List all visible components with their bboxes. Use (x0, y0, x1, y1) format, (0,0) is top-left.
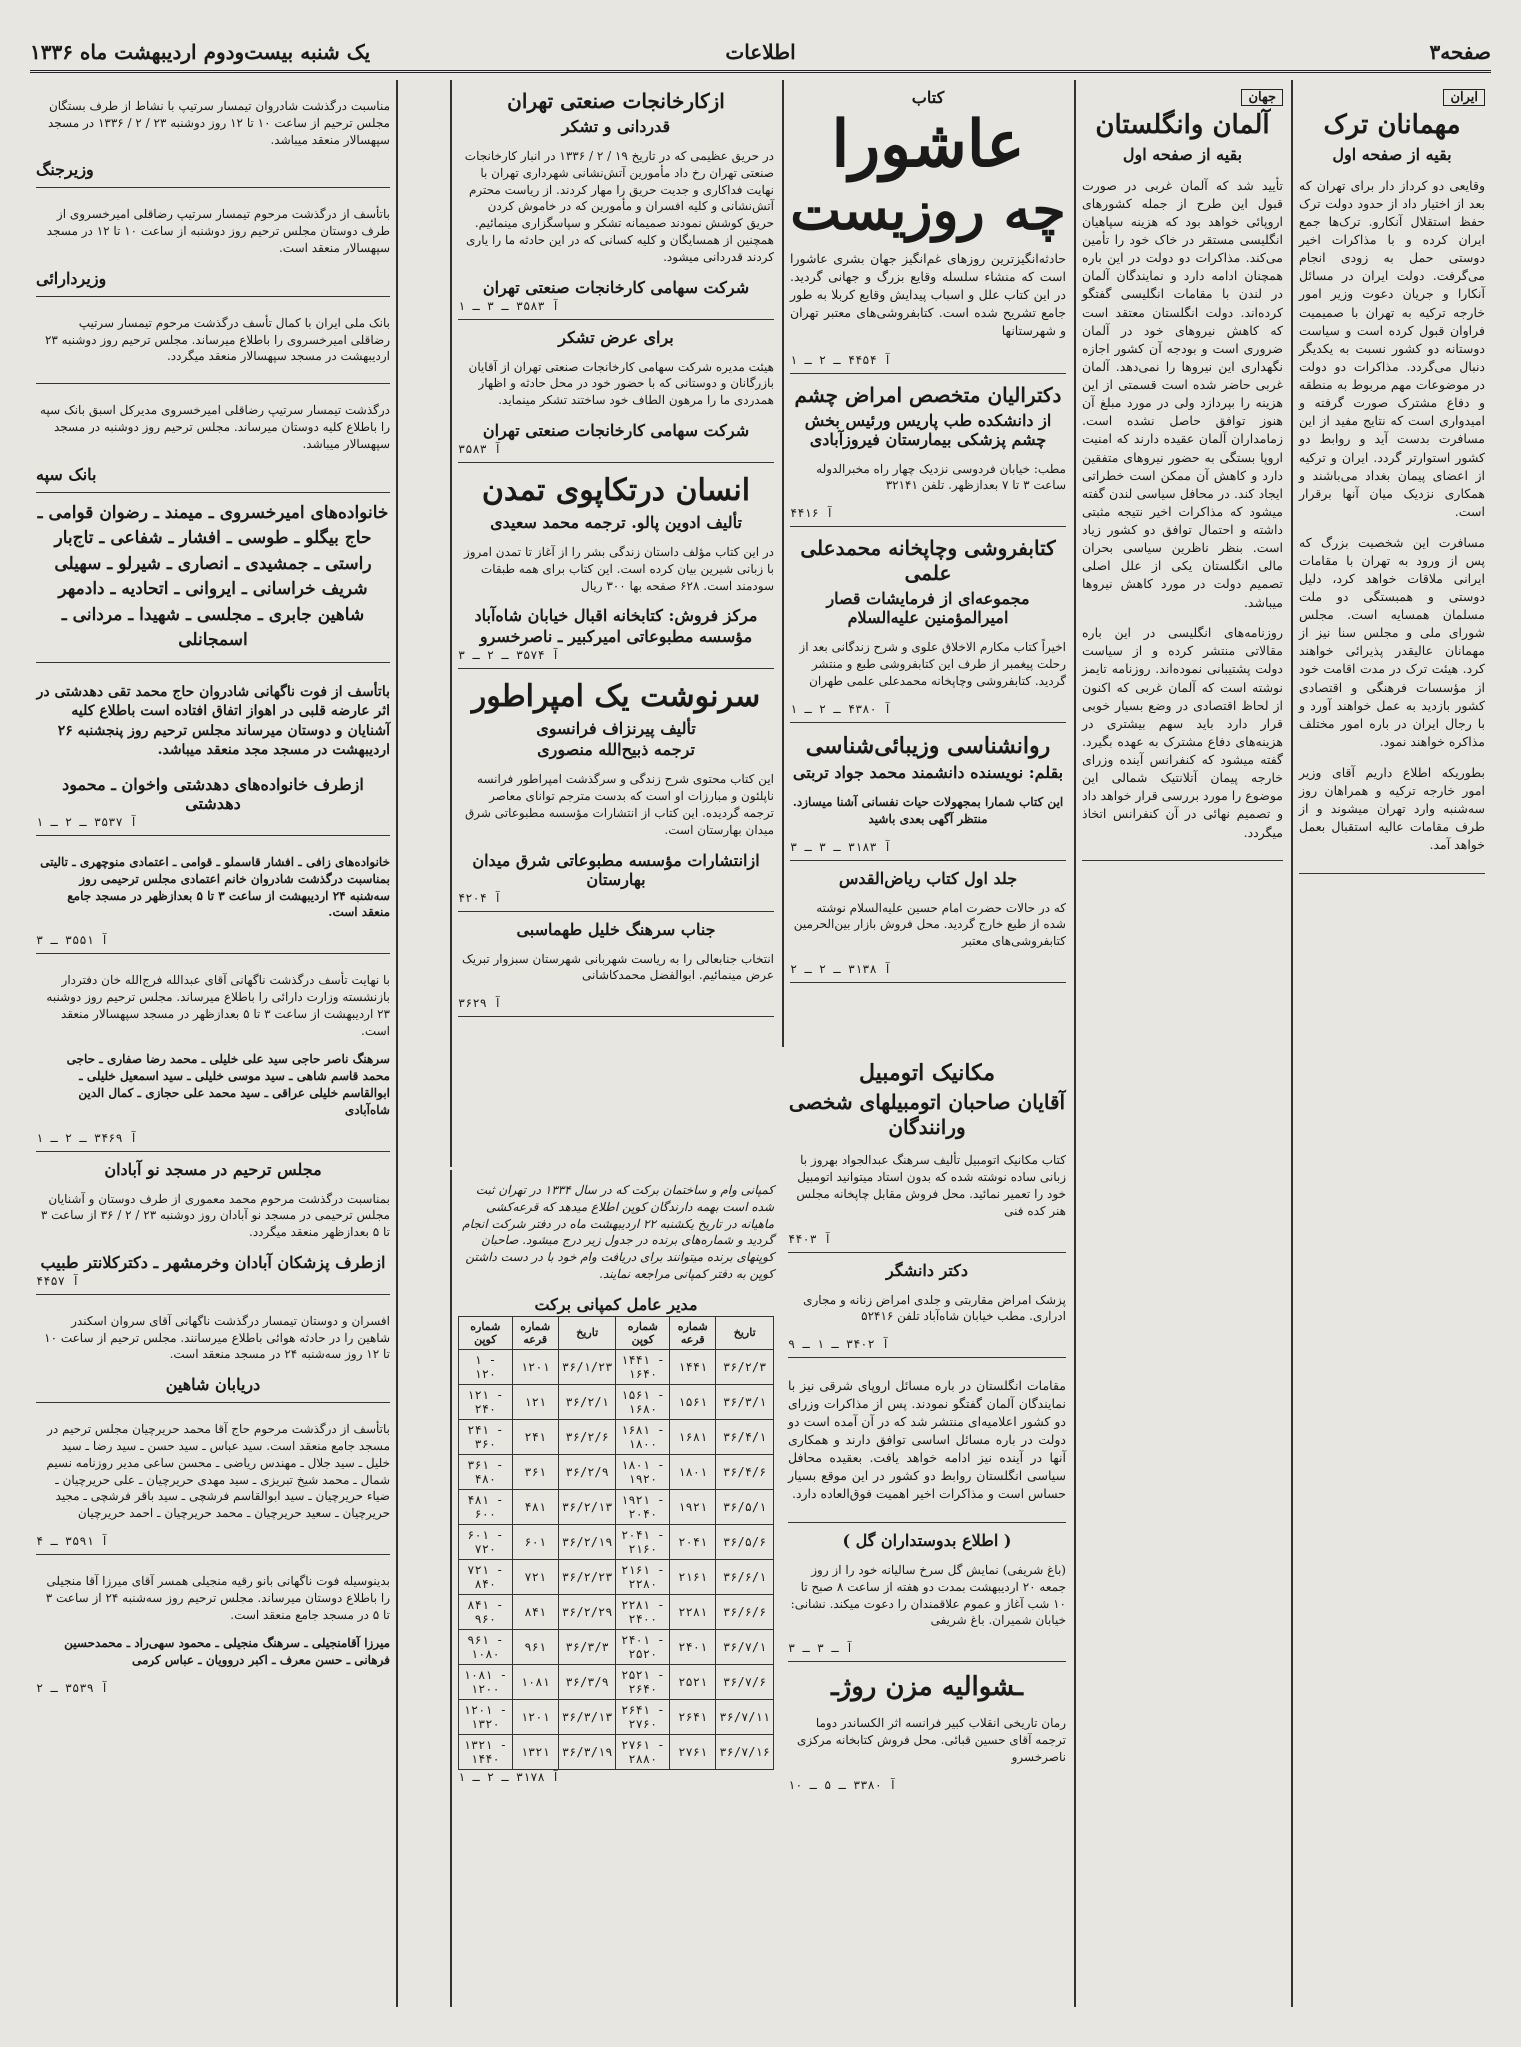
table-cell: ۳۶/۳/۱۹ (558, 1734, 616, 1769)
ad-factory-thanks (458, 80, 774, 320)
table-header: شماره کوپن (459, 1316, 513, 1349)
obituary (36, 1152, 390, 1295)
table-header: تاریخ (558, 1316, 616, 1349)
ad-label: کتاب (911, 88, 945, 107)
table-row (459, 1384, 774, 1419)
table-cell: ۲۵۲۱ (670, 1664, 716, 1699)
ad-doctor-2 (788, 1253, 1066, 1359)
table-cell: ۱ - ۱۲۰ (459, 1349, 513, 1384)
ad-ref: آ ۳۵۹۱ ـ ۴ (36, 1534, 109, 1549)
obituary-text: افسران و دوستان تیمسار درگذشت ناگهانی آقای سروان اسکندر شاهین را در حادثه هوائی باطلاع میرسانند. مجلس ترحیم از ساعت ۱۰ تا ۱۲ روز سه‌شنبه ۲۴ در مسجد منعقد است. (44, 1313, 390, 1362)
table-cell: ۱۶۸۱ (670, 1419, 716, 1454)
newspaper-name: اطلاعات (725, 40, 796, 64)
table-cell: ۲۱۶۱ (670, 1559, 716, 1594)
issue-date: یک شنبه بیست‌ودوم اردیبهشت ماه ۱۳۳۶ (30, 40, 371, 64)
ad-title: ـشوالیه مزن روژـ (831, 1672, 1023, 1703)
table-cell: ۳۶/۷/۱ (716, 1629, 774, 1664)
ad-riyadh (790, 861, 1066, 983)
ad-publisher: مرکز فروش: کتابخانه اقبال خیابان شاه‌آباد (474, 606, 758, 626)
column-ads-center (782, 80, 1072, 1047)
article-body: وقایعی دو کرداز دار برای تهران که بعد از اختیار داد از حدود دولت ترک حفظ استقلال آنکارو. ترک‌ها جمع ایران کرده و با مذاکرات اخیر دوستی حمل به زودی انجام می‌گرفت. دولت ایران در مسائل آنکارا و جریان دعوت وزیر امور خارجه ترکیه به تهران با صمیمیت فراوان قبول کرده است و سیاست دوستانه دو کشور نسبت به یکدیگر دنبال می‌گردد. مذاکرات دو دولت در موضوعات مهم مربوط به منطقه و دفاع مشترک صورت گرفته و امیدواری است که نتایج مفید از این مسافرت بدست آید و روابط دو کشور استوارتر گردد. ایران و ترکیه از اعضای پیمان بغداد می‌باشند و همکاری نزدیک میان آنها برقرار است. (1299, 177, 1485, 519)
ad-title: کتابفروشی وچاپخانه محمدعلی علمی (800, 536, 1056, 586)
table-cell: ۸۴۱ (512, 1594, 558, 1629)
table-cell: ۱۰۸۱ - ۱۲۰۰ (459, 1664, 513, 1699)
table-row (459, 1699, 774, 1734)
table-cell: ۱۵۶۱ - ۱۶۸۰ (616, 1384, 670, 1419)
obituary-title: مجلس ترحیم در مسجد نو آبادان (104, 1159, 322, 1179)
table-cell: ۱۲۱ (512, 1384, 558, 1419)
ad-title: روانشناسی وزیبائی‌شناسی (805, 732, 1051, 759)
table-cell: ۲۷۶۱ (670, 1734, 716, 1769)
book-title-sub: چه روزیست (790, 178, 1066, 242)
table-row (459, 1419, 774, 1454)
table-header: شماره قرعه (670, 1316, 716, 1349)
page-number: صفحه۳ (1429, 40, 1491, 64)
ad-text: اخیراً کتاب مکارم الاخلاق علوی و شرح زندگانی بعد از رحلت پیغمبر از طرف این کتابفروشی طبع و منتشر گردید. کتابفروشی وچاپخانه محمدعلی علمی طهران (799, 640, 1066, 688)
ad-text: پزشک امراض مقاربتی و جلدی امراض زنانه و مجاری ادراری. مطب خیابان شاه‌آباد تلفن ۵۲۴۱۶ (803, 1292, 1066, 1324)
table-cell: ۱۲۰۱ - ۱۳۲۰ (459, 1699, 513, 1734)
table-cell: ۸۴۱ - ۹۶۰ (459, 1594, 513, 1629)
ad-publisher: ازانتشارات مؤسسه مطبوعاتی شرق میدان بهارستان (472, 850, 760, 889)
ad-ref: آ ۴۴۵۷ (36, 1273, 80, 1288)
obituary-names: میرزا آقامنجیلی ـ سرهنگ منجیلی ـ محمود سهی‌راد ـ محمدحسین فرهانی ـ حسن معرف ـ اکبر دروویان ـ عباس کرمی (64, 1636, 390, 1668)
table-cell: ۲۰۴۱ (670, 1524, 716, 1559)
ad-subtitle: تألیف ادوین پالو. ترجمه محمد سعیدی (490, 512, 742, 532)
table-cell: ۳۶/۲/۱۹ (558, 1524, 616, 1559)
column-world (1074, 80, 1289, 2007)
table-cell: ۳۶/۶/۶ (716, 1594, 774, 1629)
table-cell: ۳۶/۷/۱۱ (716, 1699, 774, 1734)
table-cell: ۳۶/۲/۲۹ (558, 1594, 616, 1629)
obituary-text: خانواده‌های زافی ـ افشار قاسملو ـ قوامی ـ اعتمادی منوچهری ـ تالیتی بمناسبت درگذشت شادروان خانم اعتمادی مجلس ترحیمی روز سه‌شنبه ۲۴ اردیبهشت از ساعت ۳ تا ۵ بعدازظهر در مسجد جامع منعقد است. (40, 854, 390, 920)
ad-ref: آ ۴۴۵۴ ـ ۲ ـ ۱ (790, 352, 892, 367)
table-row (459, 1734, 774, 1769)
obituary-text: با نهایت تأسف درگذشت ناگهانی آقای عبدالله فرج‌الله خان دفتردار بازنشسته وزارت دارائی را باطلاع میرساند. مجلس ترحیم روز دوشنبه ۲۳ اردیبهشت از ساعت ۳ تا ۵ بعدازظهر در مسجد سپهسالار منعقد است. (46, 973, 390, 1038)
ad-ashura (790, 80, 1066, 374)
table-cell: ۲۲۸۱ - ۲۴۰۰ (616, 1594, 670, 1629)
table-header: شماره قرعه (512, 1316, 558, 1349)
ad-text: این کتاب محتوی شرح زندگی و سرگذشت امپراطور فرانسه ناپلئون و مبارزات او است که بدست مترجم توانای معاصر ترجمه گردیده. این کتاب از انتشارات مؤسسه مطبوعاتی شرق میدان بهارستان است. (464, 772, 774, 837)
obituary-signer: وزیرجنگ (36, 160, 94, 180)
obituary (36, 836, 390, 954)
obituary-text: درگذشت تیمسار سرتیپ رضاقلی امیرخسروی مدیرکل اسبق بانک سپه را باطلاع کلیه دوستان میرساند. مجلس ترحیم روز دوشنبه در مسجد سپهسالار میباشد. (40, 403, 390, 451)
ad-ref: آ ۳۱۳۸ ـ ۲ ـ ۲ (790, 961, 892, 976)
table-cell: ۴۸۱ (512, 1489, 558, 1524)
table-cell: ۱۹۲۱ (670, 1489, 716, 1524)
table-cell: ۳۶/۳/۱ (716, 1384, 774, 1419)
table-cell: ۳۶/۲/۳ (716, 1349, 774, 1384)
obituary-text: باتأسف از فوت ناگهانی شادروان حاج محمد تقی دهدشتی در اثر عارضه قلبی در اهواز اتفاق افتاده است باطلاع کلیه آشنایان و دوستان میرساند مجلس ترحیم روز پنجشنبه ۲۶ اردیبهشت در مسجد مجد منعقد میباشد. (36, 683, 390, 759)
ad-title: سرنوشت یک امپراطور (471, 679, 761, 715)
ad-subtitle: بقلم: نویسنده دانشمند محمد جواد تربتی (792, 763, 1064, 782)
column-iran (1291, 80, 1491, 2007)
table-cell: ۲۷۶۱ - ۲۸۸۰ (616, 1734, 670, 1769)
ad-title: دکتر دانشگر (886, 1260, 968, 1280)
obituary-text: بمناسبت درگذشت مرحوم محمد معموری از طرف دوستان و آشنایان مجلس ترحیمی در مسجد نو آبادان روز دوشنبه ۲۳ / ۲ / ۳۶ از ساعت ۳ تا ۵ بعدازظهر منعقد میگردد. (40, 1191, 390, 1240)
ad-factory-thanks-2 (458, 320, 774, 463)
table-cell: ۳۶/۳/۱۳ (558, 1699, 616, 1734)
table-cell: ۲۴۰۱ (670, 1629, 716, 1664)
table-cell: ۱۶۸۱ - ۱۸۰۰ (616, 1419, 670, 1454)
table-cell: ۱۹۲۱ - ۲۰۴۰ (616, 1489, 670, 1524)
ad-text: رمان تاریخی انقلاب کبیر فرانسه اثر الکساندر دوما ترجمه آقای حسین قبائی. محل فروش کتابخانه مرکزی ناصرخسرو (797, 1716, 1066, 1765)
ad-ref: آ ۴۴۰۳ (788, 1231, 832, 1246)
table-cell: ۲۱۶۱ - ۲۲۸۰ (616, 1559, 670, 1594)
notice-flowers (788, 1523, 1066, 1662)
ad-title: انسان درتکاپوی تمدن (481, 472, 751, 508)
obituary-text: مناسبت درگذشت شادروان تیمسار سرتیپ با نشاط از طرف بستگان مجلس ترحیم از ساعت ۱۰ تا ۱۲ روز دوشنبه ۲۳ / ۲ / ۱۳۳۶ در مسجد سپهسالار منعقد میباشد. (47, 99, 390, 147)
page-header (30, 36, 1491, 73)
ad-title: ازکارخانجات صنعتی تهران (507, 89, 725, 113)
ad-title: برای عرض تشکر (558, 327, 674, 347)
article-title: آلمان وانگلستان (1095, 110, 1270, 140)
table-cell: ۱۲۱ - ۲۴۰ (459, 1384, 513, 1419)
notice-title: ( اطلاع بدوستداران گل ) (842, 1531, 1012, 1551)
table-cell: ۹۶۱ - ۱۰۸۰ (459, 1629, 513, 1664)
ad-signature: شرکت سهامی کارخانجات صنعتی تهران (482, 277, 750, 297)
obituary (36, 297, 390, 384)
ad-ref: آ ۴۲۰۴ (458, 890, 502, 905)
ad-doctor (790, 374, 1066, 528)
table-cell: ۴۸۱ - ۶۰۰ (459, 1489, 513, 1524)
table-cell: ۹۶۱ (512, 1629, 558, 1664)
table-cell: ۱۴۴۱ (670, 1349, 716, 1384)
ad-ref: آ ۳۵۸۳ ـ ۳ ـ ۱ (458, 298, 560, 313)
obituary (36, 384, 390, 492)
table-header: شماره کوپن (616, 1316, 670, 1349)
ad-ref: آ ۳۵۵۱ ـ ۳ (36, 933, 109, 948)
obituary-signer: ازطرف پزشکان آبادان وخرمشهر ـ دکترکلانتر طبیب (40, 1252, 386, 1272)
table-cell: ۳۶/۲/۶ (558, 1419, 616, 1454)
obituary (36, 1295, 390, 1403)
table-cell: ۳۶/۱/۲۳ (558, 1349, 616, 1384)
table-cell: ۷۲۱ - ۸۴۰ (459, 1559, 513, 1594)
ad-text: انتخاب جنابعالی را به ریاست شهربانی شهرستان سبزوار تبریک عرض مینمائیم. ابوالفضل محمدکاشانی (462, 951, 774, 983)
ad-bookshop (790, 527, 1066, 722)
article-body: روزنامه‌های انگلیسی در این باره مقالاتی منتشر کرده و از سیاست دولت پشتیبانی نموده‌اند. روزنامه تایمز نوشته است که آلمان غربی که اکنون از لحاظ اقتصادی در وضع بسیار خوبی قرار دارد باید سهم بیشتری در هزینه‌های دفاع مشترک به عهده بگیرد. گفته میشود که کنفرانس آینده وزرای خارجه پیمان آتلانتیک شمالی این موضوع را مورد بررسی قرار خواهد داد و تصمیم نهائی در آن کنفرانس اتخاذ میگردد. (1082, 625, 1283, 840)
table-cell: ۳۶/۳/۹ (558, 1664, 616, 1699)
ad-signature: شرکت سهامی کارخانجات صنعتی تهران (482, 420, 750, 440)
continued-note: بقیه از صفحه اول (1332, 145, 1452, 165)
table-cell: ۳۶/۴/۱ (716, 1419, 774, 1454)
ad-text: کتاب مکانیک اتومبیل تألیف سرهنگ عبدالجواد بهروز با زبانی ساده نوشته شده که بدون استاد میتوانید اتومبیل خود را تعمیر نمائید. محل فروش مقابل چاپخانه مجلس هنر کده فنی (796, 1153, 1066, 1218)
obituary-signer: ازطرف خانواده‌های دهدشتی واخوان ـ محمود دهدشتی (62, 774, 364, 813)
table-cell: ۳۶۱ - ۴۸۰ (459, 1454, 513, 1489)
ad-ref: آ ۳۳۸۰ ـ ۵ ـ ۱۰ (788, 1777, 897, 1792)
ad-ref: آ ۴۳۸۰ ـ ۲ ـ ۱ (790, 701, 892, 716)
lottery-signature: مدیر عامل کمپانی برکت (534, 1294, 698, 1314)
table-row (459, 1454, 774, 1489)
table-row (459, 1349, 774, 1384)
ad-congrats (458, 912, 774, 1018)
table-cell: ۳۶/۲/۲۳ (558, 1559, 616, 1594)
ad-text: در این کتاب مؤلف داستان زندگی بشر را از آغاز تا تمدن امروز با زبانی شیرین بیان کرده است. این کتاب برای همه طبقات سودمند است. ۶۲۸ صفحه بها ۳۰۰ ریال (463, 544, 774, 593)
table-cell: ۱۲۰۱ (512, 1349, 558, 1384)
ad-civilization (458, 463, 774, 669)
table-cell: ۱۵۶۱ (670, 1384, 716, 1419)
ad-ref: آ ۳۵۷۴ ـ ۲ ـ ۳ (458, 648, 560, 663)
table-cell: ۱۳۲۱ - ۱۴۴۰ (459, 1734, 513, 1769)
ad-emperor (458, 669, 774, 911)
table-cell: ۲۵۲۱ - ۲۶۴۰ (616, 1664, 670, 1699)
column-ads-left (450, 80, 780, 1167)
table-cell: ۱۲۰۱ (512, 1699, 558, 1734)
lottery-table (458, 1316, 774, 1770)
ad-ref: آ ۳۵۸۳ (458, 441, 502, 456)
ad-text: که در حالات حضرت امام حسین علیه‌السلام نوشته شده از طبع خارج گردید. محل فروش بازار بین‌الحرمین کتابفروشی‌های معتبر (793, 900, 1066, 949)
ad-mechanic (788, 1050, 1066, 1253)
obituary-text: باتأسف از درگذشت مرحوم حاج آقا محمد حریرچیان مجلس ترحیم در مسجد جامع منعقد است. سید عباس ـ سید حسن ـ سید رضا ـ سید خلیل ـ سید جلال ـ مهندس ریاضی ـ محسن ساعی مدیر روزنامه نسیم شمال ـ محمد شیخ تبریزی ـ سید مهدی حریرچیان ـ علی حریرچیان ـ ضیاء حریرچیان ـ سید ابوالقاسم فرشچی ـ سید باقر فرشچی ـ مجید حریرچیان ـ سعید حریرچیان ـ محمد حریرچیان ـ احمد حریرچیان (46, 1422, 390, 1521)
table-cell: ۱۸۰۱ - ۱۹۲۰ (616, 1454, 670, 1489)
table-row (459, 1594, 774, 1629)
table-row (459, 1629, 774, 1664)
table-cell: ۱۴۴۱ - ۱۶۴۰ (616, 1349, 670, 1384)
ad-text: این کتاب شمارا بمجهولات حیات نفسانی آشنا میسازد. منتظر آگهی بعدی باشید (792, 795, 1064, 826)
table-cell: ۳۶/۲/۱۳ (558, 1489, 616, 1524)
ad-ref: آ ۳۵۳۹ ـ ۲ (36, 1681, 109, 1696)
table-header: تاریخ (716, 1316, 774, 1349)
obituary (36, 954, 390, 1151)
ad-psychology (790, 723, 1066, 861)
table-cell: ۳۶/۶/۱ (716, 1559, 774, 1594)
obituary-signer: بانک سپه (36, 464, 97, 484)
table-cell: ۳۶۱ (512, 1454, 558, 1489)
ad-ref: آ ۳۴۰۲ ـ ۱ ـ ۹ (788, 1337, 890, 1352)
table-cell: ۲۲۸۱ (670, 1594, 716, 1629)
ad-subtitle: ترجمه ذبیح‌الله منصوری (537, 740, 695, 760)
ad-ref: آ ـ ۳ ـ ۳ (788, 1641, 854, 1656)
ad-ref: آ ۳۴۶۹ ـ ۲ ـ ۱ (36, 1130, 138, 1145)
ad-title: مکانیک اتومبیل (858, 1060, 996, 1086)
table-cell: ۶۰۱ (512, 1524, 558, 1559)
table-cell: ۱۰۸۱ (512, 1664, 558, 1699)
article-body: مسافرت این شخصیت بزرگ که پس از ورود به تهران با مقامات ایرانی ملاقات خواهد کرد، دلیل دوستی و همبستگی دو ملت مسلمان همسایه است. مجلس شورای ملی و مجلس سنا نیز از مهمانان عالیقدر پذیرائی خواهند کرد. هیئت ترک در مدت اقامت خود از مؤسسات فرهنگی و اقتصادی کشور بازدید به عمل خواهند آورد و با رجال ایران در باره امور مختلف مذاکره خواهند نمود. (1299, 534, 1485, 749)
ad-subtitle: تألیف پیرنزاف فرانسوی (536, 719, 696, 739)
column-center-lower (782, 1050, 1072, 2007)
ad-text: هیئت مدیره شرکت سهامی کارخانجات صنعتی تهران از آقایان بازرگانان و دوستانی که با حضور خود در محل حادثه و اظهار همدردی ما را مرهون الطاف خود ساختند تشکر مینماید. (468, 359, 774, 408)
obituary-text: باتأسف از درگذشت مرحوم تیمسار سرتیپ رضاقلی امیرخسروی از طرف دوستان مجلس ترحیم روز دوشنبه از ساعت ۱۰ تا ۱۲ در مسجد سپهسالار منعقد است. (46, 207, 390, 255)
table-cell: ۲۰۴۱ - ۲۱۶۰ (616, 1524, 670, 1559)
ad-ref: آ ۳۵۳۷ ـ ۲ ـ ۱ (36, 814, 138, 829)
ad-ref: آ ۳۶۲۹ (458, 996, 502, 1011)
ad-chevalier (788, 1662, 1066, 1798)
obituary (36, 663, 390, 836)
notice-text: (باغ شریفی) نمایش گل سرخ سالیانه خود را از روز جمعه ۲۰ اردیبهشت بمدت دو هفته از ساعت ۸ صبح تا ۱۰ شب آغاز و عموم علاقمندان را دعوت میکند. نشانی: خیابان شمیران. باغ شریفی (790, 1563, 1066, 1628)
table-cell: ۷۲۱ (512, 1559, 558, 1594)
table-row (459, 1559, 774, 1594)
lottery-announcement (450, 1170, 780, 2007)
section-label: جهان (1241, 89, 1283, 106)
news-continuation (788, 1358, 1066, 1523)
table-cell: ۱۸۰۱ (670, 1454, 716, 1489)
table-cell: ۳۶/۲/۱ (558, 1384, 616, 1419)
ad-title: دکترالیان متخصص امراض چشم (794, 382, 1062, 407)
table-cell: ۲۴۰۱ - ۲۵۲۰ (616, 1629, 670, 1664)
obituary-text: بدینوسیله فوت ناگهانی بانو رقیه منجیلی همسر آقای میرزا آقا منجیلی را باطلاع دوستان میرساند. مجلس ترحیم روز سه‌شنبه ۲۴ از ساعت ۳ تا ۵ در مسجد جامع منعقد است. (45, 1574, 390, 1622)
table-row (459, 1664, 774, 1699)
article-body: مقامات انگلستان در باره مسائل اروپای شرقی نیز با نمایندگان آلمان گفتگو نمودند. پس از مذاکرات وزرای دو کشور اعلامیه‌ای منتشر شد که در آن آمده است دو دولت در باره مسائل اساسی توافق دارند و همکاری آنها در آینده نیز ادامه خواهد یافت. بعقیده محافل سیاسی انگلستان روابط دو کشور در این موقع بسیار حساس است و مذاکرات اخیر اهمیت فوق‌العاده دارد. (788, 1377, 1066, 1502)
table-cell: ۲۴۱ (512, 1419, 558, 1454)
ad-subtitle: آقایان صاحبان اتومبیلهای شخصی ورانندگان (788, 1090, 1066, 1140)
table-cell: ۳۶/۲/۹ (558, 1454, 616, 1489)
ad-text: مطب: خیابان فردوسی نزدیک چهار راه مخبرالدوله ساعت ۳ تا ۷ بعدازظهر. تلفن ۳۲۱۴۱ (816, 461, 1066, 493)
ad-ref: آ ۳۱۸۳ ـ ۳ ـ ۳ (790, 839, 892, 854)
lottery-intro: کمپانی وام و ساختمان برکت که در سال ۱۳۳۴ در تهران ثبت شده است بهمه دارندگان کوپن اطلاع میدهد که قرعه‌کشی ماهیانه در تاریخ یکشنبه ۲۲ اردیبهشت ماه در دفتر شرکت انجام گردید و شماره‌های برنده در جدول زیر درج میشود. صاحبان کوپنهای برنده میتوانند برای دریافت وام خود با در دست داشتن کوپن به دفتر کمپانی مراجعه نمایند. (462, 1183, 774, 1281)
table-cell: ۲۶۴۱ (670, 1699, 716, 1734)
ad-subtitle: قدردانی و تشکر (561, 117, 671, 136)
table-cell: ۳۶/۴/۶ (716, 1454, 774, 1489)
ad-title: جناب سرهنگ خلیل طهماسبی (516, 919, 716, 939)
ad-ref: آ ۴۴۱۶ (790, 506, 834, 521)
ad-subtitle: از دانشکده طب پاریس ورئیس بخش چشم پزشکی بیمارستان فیروزآبادی (804, 410, 1052, 449)
ad-title: جلد اول کتاب ریاض‌القدس (838, 868, 1018, 888)
table-cell: ۳۶/۵/۶ (716, 1524, 774, 1559)
table-cell: ۱۳۲۱ (512, 1734, 558, 1769)
book-title: عاشورا (831, 107, 1025, 182)
article-title: مهمانان ترک (1323, 110, 1461, 140)
obituary-signer: وزیردارائی (36, 268, 107, 288)
table-cell: ۲۴۱ - ۳۶۰ (459, 1419, 513, 1454)
family-names: خانواده‌های امیرخسروی ـ میمند ـ رضوان قوامی ـ حاج بیگلو ـ طوسی ـ افشار ـ شفاعی ـ تاج‌بار راستی ـ جمشیدی ـ انصاری ـ شیرلو ـ سهیلی شریف خراسانی ـ ایروانی ـ اتحادیه ـ دادمهر شاهین جابری ـ مجلسی ـ شهیدا ـ مردانی ـ اسمجانلی (37, 502, 389, 651)
obituary-text: بانک ملی ایران با کمال تأسف درگذشت مرحوم تیمسار سرتیپ رضاقلی امیرخسروی را باطلاع میرساند. مجلس ترحیم روز دوشنبه ۲۳ اردیبهشت در مسجد سپهسالار منعقد میگردد. (44, 315, 390, 364)
ad-publisher: مؤسسه مطبوعاتی امیرکبیر ـ ناصرخسرو (479, 627, 753, 647)
obituary-signer: دریابان شاهین (165, 1375, 261, 1395)
obituary (36, 1555, 390, 1701)
obituary-families (36, 493, 390, 663)
obituary (36, 188, 390, 296)
continued-note: بقیه از صفحه اول (1122, 145, 1243, 165)
obituary (36, 1403, 390, 1555)
table-cell: ۳۶/۵/۱ (716, 1489, 774, 1524)
table-row (459, 1489, 774, 1524)
article-body: بطوریکه اطلاع داریم آقای وزیر امور خارجه ترکیه و همراهان روز سه‌شنبه وارد تهران میشوند و از طرف مقامات عالیه استقبال بعمل خواهد آمد. (1299, 764, 1485, 853)
table-cell: ۲۶۴۱ - ۲۷۶۰ (616, 1699, 670, 1734)
table-row (459, 1524, 774, 1559)
table-cell: ۳۶/۷/۱۶ (716, 1734, 774, 1769)
obituary (36, 80, 390, 188)
table-cell: ۳۶/۳/۳ (558, 1629, 616, 1664)
obituary-names: سرهنگ ناصر حاجی سید علی خلیلی ـ محمد رضا صفاری ـ حاجی محمد قاسم شاهی ـ سید موسی خلیلی ـ سید اسمعیل خلیلی ـ ابوالقاسم خلیلی عراقی ـ سید محمد علی حجازی ـ کمال الدین شاه‌آبادی (66, 1052, 390, 1117)
table-cell: ۶۰۱ - ۷۲۰ (459, 1524, 513, 1559)
column-obituaries (30, 80, 398, 2007)
ad-ref: آ ۳۱۷۸ ـ ۲ ـ ۱ (458, 1769, 560, 1784)
section-label: ایران (1443, 89, 1485, 106)
table-cell: ۳۶/۷/۶ (716, 1664, 774, 1699)
ad-text: حادثه‌انگیزترین روزهای غم‌انگیز جهان بشری عاشورا است که منشاء سلسله وقایع بزرگ و جهانی گردید. در این کتاب علل و اسباب پیدایش وقایع کربلا به طور جامع تشریح شده است. کتابفروشی‌های معتبر تهران و شهرستانها (790, 250, 1066, 338)
ad-text: در حریق عظیمی که در تاریخ ۱۹ / ۲ / ۱۳۳۶ در انبار کارخانجات صنعتی تهران رخ داد مأمورین آتش‌نشانی شهرداری تهران با نهایت فداکاری و جدیت حریق را مهار کردند. از ریاست محترم آتش‌نشانی و کلیه افسران و مأمورین که در خاموش کردن حریق کوشش نمودند صمیمانه تشکر و سپاسگزاری مینمائیم. همچنین از همسایگان و کلیه کسانی که در این حادثه ما را یاری کردند قدردانی میشود. (464, 149, 774, 264)
article-body: تأیید شد که آلمان غربی در صورت قبول این طرح از جمله کشورهای اروپائی خواهد بود که هزینه سپاهیان انگلیسی مستقر در خاک خود را تأمین می‌کند. مذاکرات دو دولت در این باره همچنان ادامه دارد و نمایندگان آلمان در لندن با مقامات انگلیسی گفتگو کرده‌اند. دولت انگلستان معتقد است که کاهش نیروهای خود در آلمان ضروری است و بودجه آن کشور اجازه نگهداری این نیروها را نمی‌دهد. آلمان غربی حاضر شده است قسمتی از این هزینه را بپردازد ولی در مورد مبلغ آن هنوز توافق حاصل نشده است. زمامداران آلمان عقیده دارند که امنیت اروپا بستگی به حضور نیروهای متفقین دارد و کاهش آن ممکن است خطراتی ایجاد کند. در محافل سیاسی لندن گفته میشود که مذاکرات اخیر نتیجه مثبتی داشته و احتمال توافق دو کشور زیاد است. بنظر ناظرین سیاسی بحران مالی انگلستان یکی از علل اصلی تصمیم دولت در مورد کاهش نیروها میباشد. (1082, 177, 1283, 610)
ad-subtitle: مجموعه‌ای از فرمایشات قصار امیرالمؤمنین علیه‌السلام (826, 589, 1030, 628)
